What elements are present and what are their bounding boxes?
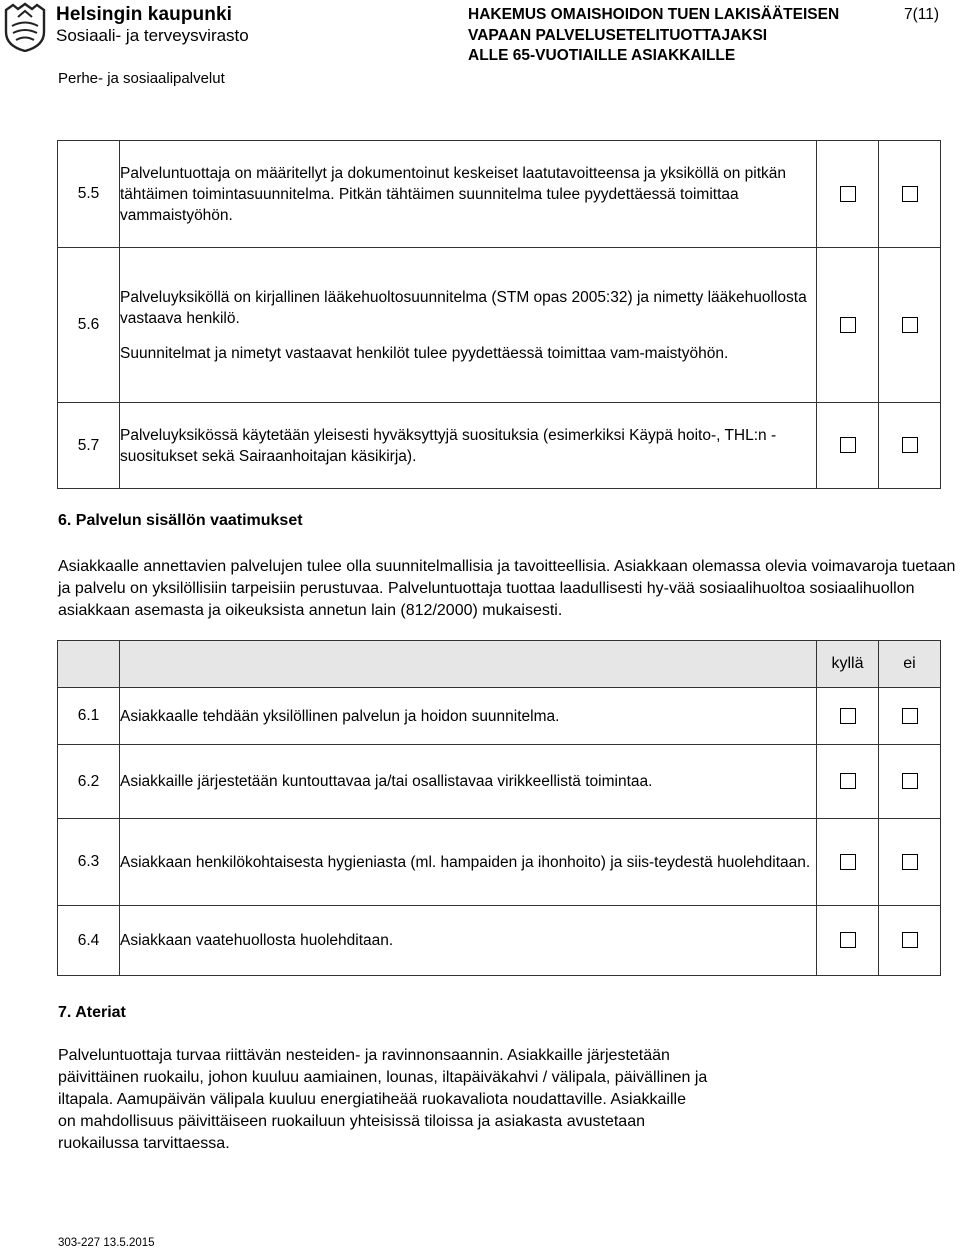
- row-text: Asiakkaan henkilökohtaisesta hygieniasta (ml. hampaiden ja ihonhoito) ja siis-teydestä huolehditaan.: [120, 819, 817, 906]
- section-6-heading: 6. Palvelun sisällön vaatimukset: [58, 512, 303, 529]
- yes-checkbox[interactable]: [840, 317, 856, 333]
- yes-checkbox[interactable]: [840, 854, 856, 870]
- department-name: Perhe- ja sosiaalipalvelut: [58, 70, 225, 87]
- document-title-line-1: HAKEMUS OMAISHOIDON TUEN LAKISÄÄTEISEN: [468, 6, 840, 23]
- row-number: 6.3: [58, 819, 120, 906]
- row-paragraph: Suunnitelmat ja nimetyt vastaavat henkilöt tulee pyydettäessä toimittaa vam-maistyöhön.: [120, 344, 729, 362]
- row-paragraph: Palveluyksiköllä on kirjallinen lääkehuoltosuunnitelma (STM opas 2005:32) ja nimetty lääkehuollosta vastaava henkilö.: [120, 288, 807, 327]
- organization-name: Helsingin kaupunki: [56, 4, 232, 25]
- no-header: ei: [879, 641, 941, 688]
- yes-cell: [817, 688, 879, 745]
- no-checkbox[interactable]: [902, 708, 918, 724]
- row-text: Asiakkaalle tehdään yksilöllinen palvelun ja hoidon suunnitelma.: [120, 688, 817, 745]
- no-checkbox[interactable]: [902, 186, 918, 202]
- table-row: [58, 906, 941, 976]
- yes-cell: [817, 141, 879, 248]
- no-checkbox[interactable]: [902, 437, 918, 453]
- row-number: 5.6: [58, 248, 120, 403]
- no-cell: [879, 819, 941, 906]
- yes-checkbox[interactable]: [840, 932, 856, 948]
- footer-code: 303-227 13.5.2015: [58, 1237, 155, 1249]
- document-title-line-3: ALLE 65-VUOTIAILLE ASIAKKAILLE: [468, 47, 736, 64]
- requirements-table-5: [57, 140, 941, 489]
- row-number: 5.5: [58, 141, 120, 248]
- section-7-body: [58, 1045, 958, 1155]
- row-number: 6.1: [58, 688, 120, 745]
- no-cell: [879, 906, 941, 976]
- organization-subtitle: Sosiaali- ja terveysvirasto: [56, 26, 249, 45]
- section-6-body: Asiakkaalle annettavien palvelujen tulee olla suunnitelmallisia ja tavoitteellisia. Asiakkaan olemassa olevia voimavaroja tuetaan ja palvelu on yksilöllisiin tarpeisiin perustuvaa. Palveluntuottaja tuottaa laadullisesti hy-vää sosiaalihuoltoa sosiaalihuollon asiakkaan asemasta ja oikeuksista annetun lain (812/2000) mukaisesti.: [58, 558, 956, 619]
- row-text: Asiakkaan vaatehuollosta huolehditaan.: [120, 906, 817, 976]
- header-blank-cell: [58, 641, 120, 688]
- no-cell: [879, 248, 941, 403]
- yes-checkbox[interactable]: [840, 437, 856, 453]
- row-paragraph: Palveluyksikössä käytetään yleisesti hyväksyttyjä suosituksia (esimerkiksi Käypä hoito-, THL:n -suositukset sekä Sairaanhoitajan käsikirja).: [120, 426, 777, 465]
- row-number: 5.7: [58, 403, 120, 489]
- no-cell: [879, 403, 941, 489]
- yes-header: kyllä: [817, 641, 879, 688]
- no-cell: [879, 141, 941, 248]
- table-row: [58, 141, 941, 248]
- body-line: on mahdollisuus päivittäiseen ruokailuun yhteisissä tiloissa ja asiakasta avustetaan: [58, 1113, 645, 1130]
- no-checkbox[interactable]: [902, 854, 918, 870]
- requirements-table-6: [57, 640, 941, 976]
- row-text: [120, 248, 817, 403]
- table-row: [58, 248, 941, 403]
- row-number: 6.2: [58, 745, 120, 819]
- body-line: Palveluntuottaja turvaa riittävän nesteiden- ja ravinnonsaannin. Asiakkaille järjestetään: [58, 1047, 670, 1064]
- row-paragraph: Palveluntuottaja on määritellyt ja dokumentoinut keskeiset laatutavoitteensa ja yksiköllä on pitkän tähtäimen toimintasuunnitelma. Pitkän tähtäimen suunnitelma tulee pyydettäessä toimittaa vammaistyöhön.: [120, 164, 787, 224]
- table-header-row: [58, 641, 941, 688]
- yes-checkbox[interactable]: [840, 708, 856, 724]
- table-row: [58, 819, 941, 906]
- yes-cell: [817, 403, 879, 489]
- yes-cell: [817, 906, 879, 976]
- row-number: 6.4: [58, 906, 120, 976]
- body-line: iltapala. Aamupäivän välipala kuuluu energiatiheää ruokavaliota noudattaville. Asiakkaille: [58, 1091, 686, 1108]
- no-checkbox[interactable]: [902, 317, 918, 333]
- document-title-line-2: VAPAAN PALVELUSETELITUOTTAJAKSI: [468, 27, 768, 44]
- table-row: [58, 688, 941, 745]
- header-blank-cell: [120, 641, 817, 688]
- row-text: [120, 403, 817, 489]
- body-line: päivittäinen ruokailu, johon kuuluu aamiainen, lounas, iltapäiväkahvi / välipala, päivällinen ja: [58, 1069, 708, 1086]
- no-cell: [879, 745, 941, 819]
- row-text: [120, 141, 817, 248]
- yes-checkbox[interactable]: [840, 773, 856, 789]
- table-row: [58, 403, 941, 489]
- yes-checkbox[interactable]: [840, 186, 856, 202]
- no-cell: [879, 688, 941, 745]
- row-text: Asiakkaille järjestetään kuntouttavaa ja/tai osallistavaa virikkeellistä toimintaa.: [120, 745, 817, 819]
- section-7-heading: 7. Ateriat: [58, 1004, 126, 1021]
- helsinki-crest-icon: [4, 2, 46, 52]
- no-checkbox[interactable]: [902, 773, 918, 789]
- yes-cell: [817, 745, 879, 819]
- body-line: ruokailussa tarvittaessa.: [58, 1135, 230, 1152]
- yes-cell: [817, 248, 879, 403]
- table-row: [58, 745, 941, 819]
- no-checkbox[interactable]: [902, 932, 918, 948]
- yes-cell: [817, 819, 879, 906]
- page-number: 7(11): [904, 6, 940, 23]
